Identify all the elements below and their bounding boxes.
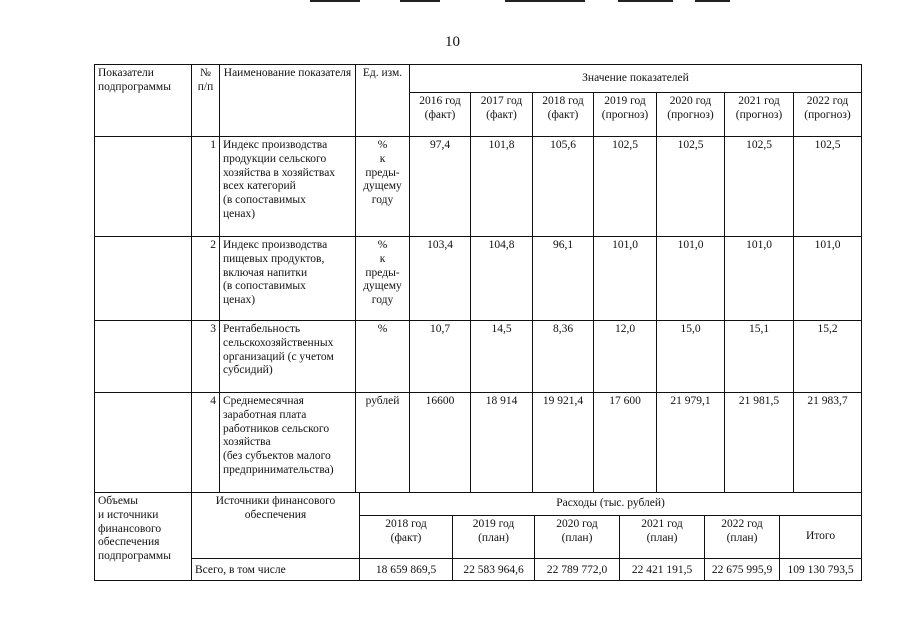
indicator-name-line: Среднемесячная	[223, 395, 304, 407]
scan-edge-mark	[400, 0, 440, 2]
indicator-unit	[356, 393, 410, 493]
indicator-value: 105,6	[533, 137, 594, 237]
indicator-name-line: предпринимательства)	[223, 463, 334, 476]
indicator-name-line: включая напитки	[223, 266, 308, 279]
sources-header-line: Источники финансового	[215, 495, 336, 507]
indicator-value: 101,0	[794, 237, 862, 321]
scan-edge-mark	[695, 0, 730, 2]
year-header-line: (план)	[478, 531, 509, 544]
indicator-value: 101,0	[657, 237, 725, 321]
finance-value: 22 583 964,6	[453, 559, 535, 581]
table-row	[95, 321, 862, 393]
section-label-financing-line: подпрограммы	[98, 550, 171, 563]
indicator-name-line: ценах)	[223, 207, 256, 220]
indicator-value: 101,8	[471, 137, 533, 237]
page-number: 10	[445, 34, 460, 50]
finance-year-header-4	[705, 516, 780, 559]
indicator-value: 17 600	[594, 393, 657, 493]
year-header-line: 2019 год	[604, 95, 646, 107]
year-header-line: 2017 год	[480, 95, 523, 107]
year-header-line: (факт)	[390, 531, 422, 544]
indicator-unit-line: году	[371, 294, 394, 307]
indicator-name-line: хозяйства в хозяйствах	[223, 166, 336, 179]
section-label-financing-line: и источники	[98, 508, 159, 521]
indicator-name-line: продукции сельского	[223, 152, 327, 165]
year-header-2	[533, 93, 594, 137]
indicator-value: 16600	[410, 393, 471, 493]
indicator-value: 103,4	[410, 237, 471, 321]
indicator-value: 21 983,7	[794, 393, 862, 493]
finance-year-header-0	[360, 516, 453, 559]
indicator-unit-line: к	[379, 152, 386, 165]
row-number: 1	[192, 137, 220, 237]
sources-header-text	[216, 495, 336, 521]
indicator-name-line: заработная плата	[223, 408, 307, 421]
year-header-line: 2022 год	[721, 518, 763, 530]
indicator-name-line: Индекс производства	[223, 239, 328, 251]
col-header-unit: Ед. изм.	[356, 65, 410, 137]
row-number: 4	[192, 393, 220, 493]
year-header-6	[794, 93, 862, 137]
finance-year-header-1	[453, 516, 535, 559]
col-header-values-group: Значение показателей	[410, 65, 862, 93]
indicator-unit-line: к	[379, 252, 386, 265]
indicator-unit	[356, 321, 410, 393]
indicator-name-line: Рентабельность	[223, 323, 301, 335]
indicator-name-line: субсидий)	[223, 364, 273, 377]
indicator-value: 101,0	[725, 237, 794, 321]
finance-value: 109 130 793,5	[780, 559, 862, 581]
indicator-value: 19 921,4	[533, 393, 594, 493]
indicator-name-line: (в сопоставимых	[223, 280, 306, 293]
indicator-name	[220, 393, 356, 493]
year-header-0	[410, 93, 471, 137]
indicator-value: 102,5	[657, 137, 725, 237]
section-label-blank	[95, 237, 192, 321]
finance-year-header-2	[535, 516, 620, 559]
indicator-unit-line: году	[371, 194, 394, 207]
year-header-line: 2020 год	[669, 95, 712, 107]
year-header-line: 2020 год	[556, 518, 598, 530]
indicator-value: 12,0	[594, 321, 657, 393]
col-header-expenses: Расходы (тыс. рублей)	[360, 493, 862, 516]
indicator-name-line: организаций (с учетом	[223, 350, 334, 363]
section-label-blank	[95, 137, 192, 237]
year-header-line: 2019 год	[472, 518, 515, 530]
indicator-name-line: ценах)	[223, 294, 256, 307]
year-header-line: (план)	[726, 531, 758, 544]
row-number: 2	[192, 237, 220, 321]
indicator-unit-line: преды-	[365, 166, 400, 179]
year-header-line: (факт)	[486, 108, 517, 121]
indicator-value: 15,0	[657, 321, 725, 393]
year-header-4	[657, 93, 725, 137]
year-header-line: (факт)	[547, 108, 579, 121]
year-header-line: (прогноз)	[667, 108, 714, 121]
year-header-1	[471, 93, 533, 137]
year-header-line: (прогноз)	[735, 108, 783, 121]
indicator-name-line: Индекс производства	[223, 139, 328, 151]
indicator-name	[220, 237, 356, 321]
indicator-name-line: всех категорий	[223, 180, 296, 193]
sources-header-line: обеспечения	[244, 508, 307, 521]
indicator-value: 21 981,5	[725, 393, 794, 493]
section-label-financing-line: финансового	[98, 522, 162, 535]
indicator-value: 97,4	[410, 137, 471, 237]
indicator-value: 10,7	[410, 321, 471, 393]
indicator-unit-line: %	[377, 323, 388, 335]
section-label-indicators: Показатели подпрограммы	[95, 65, 192, 137]
indicator-unit-line: дущему	[363, 180, 402, 193]
indicators-table	[94, 64, 862, 493]
col-header-sources	[192, 493, 360, 559]
section-label-financing-text	[98, 495, 171, 562]
year-header-line: (план)	[646, 531, 678, 544]
indicator-unit-line: %	[377, 239, 388, 251]
indicator-unit-line: дущему	[363, 280, 402, 293]
indicator-value: 14,5	[471, 321, 533, 393]
indicator-value: 102,5	[794, 137, 862, 237]
indicator-value: 21 979,1	[657, 393, 725, 493]
row-number: 3	[192, 321, 220, 393]
table-row	[95, 237, 862, 321]
indicator-name	[220, 137, 356, 237]
col-header-number: № п/п	[192, 65, 220, 137]
indicator-value: 101,0	[594, 237, 657, 321]
section-label-blank	[95, 393, 192, 493]
indicator-value: 8,36	[533, 321, 594, 393]
section-label-financing-line: обеспечения	[98, 536, 160, 549]
table-row	[95, 137, 862, 237]
finance-value: 22 421 191,5	[620, 559, 705, 581]
indicator-name-line: работников сельского	[223, 422, 330, 435]
scan-edge-mark	[310, 0, 360, 2]
indicator-value: 15,2	[794, 321, 862, 393]
indicator-unit-line: %	[377, 139, 388, 151]
finance-total-header: Итого	[780, 516, 862, 559]
section-label-financing	[95, 493, 192, 581]
indicator-value: 102,5	[594, 137, 657, 237]
indicator-name-line: хозяйства	[223, 436, 271, 449]
year-header-5	[725, 93, 794, 137]
year-header-line: (прогноз)	[804, 108, 851, 121]
year-header-3	[594, 93, 657, 137]
indicator-name	[220, 321, 356, 393]
col-header-name: Наименование показателя	[220, 65, 356, 137]
year-header-line: 2022 год	[806, 95, 849, 107]
year-header-line: 2021 год	[641, 518, 683, 530]
year-header-line: (план)	[561, 531, 593, 544]
indicator-unit	[356, 137, 410, 237]
finance-value: 18 659 869,5	[360, 559, 453, 581]
finance-value: 22 675 995,9	[705, 559, 780, 581]
indicator-value: 96,1	[533, 237, 594, 321]
scan-edge-mark	[505, 0, 585, 2]
table-row	[95, 393, 862, 493]
indicator-value: 104,8	[471, 237, 533, 321]
indicator-name-line: (в сопоставимых	[223, 194, 306, 207]
finance-year-header-3	[620, 516, 705, 559]
finance-row-label: Всего, в том числе	[192, 559, 360, 581]
section-label-blank	[95, 321, 192, 393]
finance-value: 22 789 772,0	[535, 559, 620, 581]
financing-table	[94, 492, 862, 581]
section-label-financing-line: Объемы	[98, 495, 138, 507]
year-header-line: 2018 год	[385, 518, 427, 530]
indicator-unit-line: преды-	[365, 266, 400, 279]
year-header-line: 2018 год	[542, 95, 584, 107]
year-header-line: 2021 год	[738, 95, 780, 107]
year-header-line: 2016 год	[419, 95, 461, 107]
indicator-value: 18 914	[471, 393, 533, 493]
indicator-unit-line: рублей	[365, 395, 400, 407]
indicator-value: 102,5	[725, 137, 794, 237]
year-header-line: (факт)	[424, 108, 456, 121]
scan-edge-mark	[618, 0, 673, 2]
year-header-line: (прогноз)	[601, 108, 649, 121]
indicator-unit	[356, 237, 410, 321]
indicator-name-line: сельскохозяйственных	[223, 336, 334, 349]
indicator-name-line: (без субъектов малого	[223, 450, 331, 463]
indicator-value: 15,1	[725, 321, 794, 393]
indicator-name-line: пищевых продуктов,	[223, 252, 325, 265]
